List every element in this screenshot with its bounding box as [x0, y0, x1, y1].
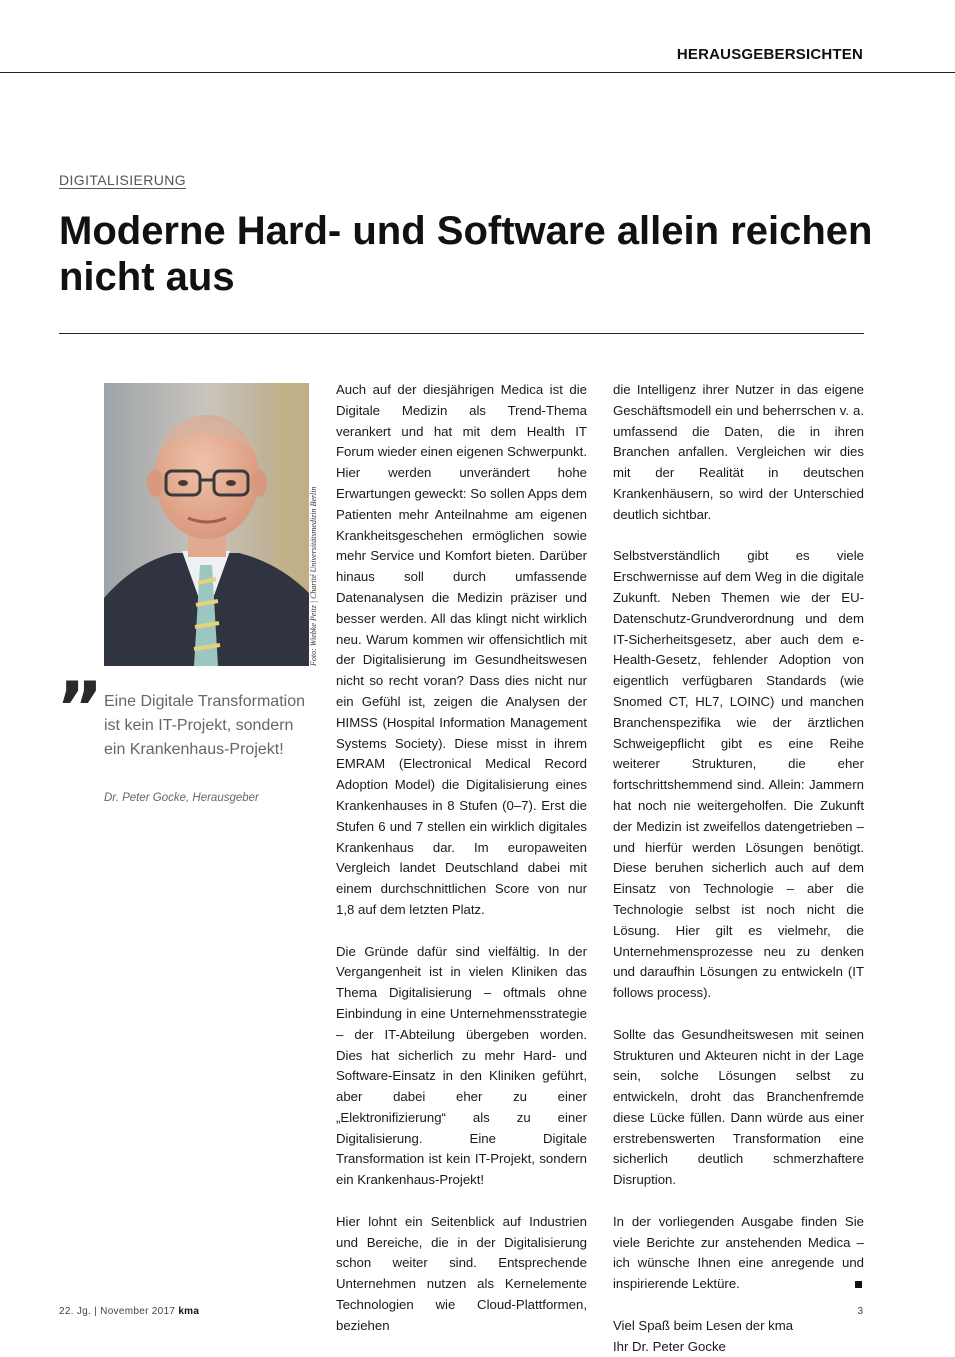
closing	[613, 1316, 864, 1357]
pull-quote: Eine Digitale Transformation ist kein IT-Projekt, sondern ein Krankenhaus-Projekt!	[104, 693, 305, 758]
issue-info: 22. Jg. | November 2017	[59, 1306, 179, 1317]
paragraph: Hier lohnt ein Seitenblick auf Industrien und Bereiche, die in der Digitalisierung schon weiter sind. Entsprechende Unternehmen nutzen als Kernelemente Technologien wie Cloud-Plattformen, beziehen	[336, 1213, 587, 1333]
paragraph: Auch auf der diesjährigen Medica ist die Digitale Medizin als Trend-Thema verankert und hat mit dem Health IT Forum wieder einen eigenen Schwerpunkt. Hier werden unverändert hohe Erwartungen geweckt: So sollen Apps dem Patienten mehr Anteilnahme am eigenen Krankheitsgeschehen ermöglichen sowie mehr Service und Komfort bieten. Darüber hinaus soll durch umfassende Datenanalysen die Medizin präziser und besser werden. All das klingt nicht wirklich neu. Warum kommen wir offensichtlich mit der Digitalisierung im Gesundheitswesen nicht so recht voran? Dass dies nicht nur ein Gefühl ist, zeigen die Analysen der HIMSS (Hospital Information Management Systems Society). Diese misst in ihrem EMRAM (Electronical Medical Record Adoption Model) die Digitalisierung eines Krankenhauses in 8 Stufen (0–7). Erst die Stufen 6 und 7 stellen ein wirklich digitales Krankenhaus dar. Im europaweiten Vergleich landet Deutschland dabei mit einem durchschnittlichen Score von nur 1,8 auf dem letzten Platz.	[336, 382, 587, 917]
paragraph-last	[613, 1212, 864, 1295]
paragraph: Selbstverständlich gibt es viele Erschwernisse auf dem Weg in die digitale Zukunft. Neben Themen wie der EU-Datenschutz-Grundverordnung und dem IT-Sicherheitsgesetz, aber auch dem e-Health-Gesetz, fehlender Adoption von eigentlich verfügbaren Standards (wie Snomed CT, HL7, LOINC) und manchen Branchenspezifika wie der ärztlichen Schweigepflicht gibt es eine Reihe weiterer Strukturen, die eher fortschrittshemmend sind. Allein: Jammern hat noch nie weitergeholfen. Die Zukunft der Medizin ist zweifellos datengetrieben – und hierfür werden Lösungen benötigt. Diese beruhen sicherlich auch auf dem Einsatz von Technologie – aber die Technologie selbst ist noch nicht die Lösung. Hier gilt es vielmehr, die Unternehmensprozesse neu zu denken und daraufhin Lösungen zu entwickeln (IT follows process).	[613, 548, 864, 1001]
paragraph-text: In der vorliegenden Ausgabe finden Sie viele Berichte zur anstehenden Medica – ich wünsche Ihnen eine anregende und inspirierende Lektüre.	[613, 1213, 864, 1292]
article-column-1	[336, 380, 587, 1357]
end-of-article-icon	[855, 1281, 862, 1288]
top-rule	[0, 72, 955, 73]
page-footer	[59, 1306, 199, 1317]
title-rule	[59, 333, 864, 334]
photo-credit: Foto: Wiebke Peitz | Charité Universitätsmedizin Berlin	[309, 486, 318, 666]
article-column-2	[613, 380, 864, 1357]
pull-quote-author: Dr. Peter Gocke, Herausgeber	[104, 792, 259, 804]
section-header: HERAUSGEBERSICHTEN	[676, 46, 863, 63]
paragraph: Sollte das Gesundheitswesen mit seinen Strukturen und Akteuren nicht in der Lage sein, solche Lösungen selbst zu entwickeln, droht das Branchenfremde diese Lücke füllen. Dann würde aus einer erstrebenswerten Transformation eine sicherlich deutlich schmerzhaftere Disruption.	[613, 1026, 864, 1188]
quote-mark-icon: ”	[56, 666, 104, 750]
author-portrait	[104, 383, 309, 666]
closing-line-2: Ihr Dr. Peter Gocke	[613, 1338, 726, 1354]
closing-line-1: Viel Spaß beim Lesen der kma	[613, 1317, 794, 1333]
article-kicker: DIGITALISIERUNG	[59, 172, 187, 188]
magazine-brand: kma	[178, 1306, 200, 1317]
article-headline: Moderne Hard- und Software allein reichen nicht aus	[59, 209, 873, 299]
page-number: 3	[857, 1306, 863, 1317]
paragraph: die Intelligenz ihrer Nutzer in das eigene Geschäftsmodell ein und beherrschen v. a. umfassend die Daten, die in ihren Branchen anfallen. Vergleichen wir dies mit der Realität in deutschen Krankenhäusern, so wird der Unterschied deutlich sichtbar.	[613, 382, 864, 522]
paragraph: Die Gründe dafür sind vielfältig. In der Vergangenheit ist in vielen Kliniken das Thema Digitalisierung – oftmals ohne Einbindung in eine Unternehmensstrategie – der IT-Abteilung übergeben worden. Dies hat sicherlich zu mehr Hard- und Software-Einsatz in den Kliniken geführt, aber dabei eher zu einer „Elektronifizierung“ als zu einer Digitalisierung. Eine Digitale Transformation ist kein IT-Projekt, sondern ein Krankenhaus-Projekt!	[336, 943, 587, 1188]
